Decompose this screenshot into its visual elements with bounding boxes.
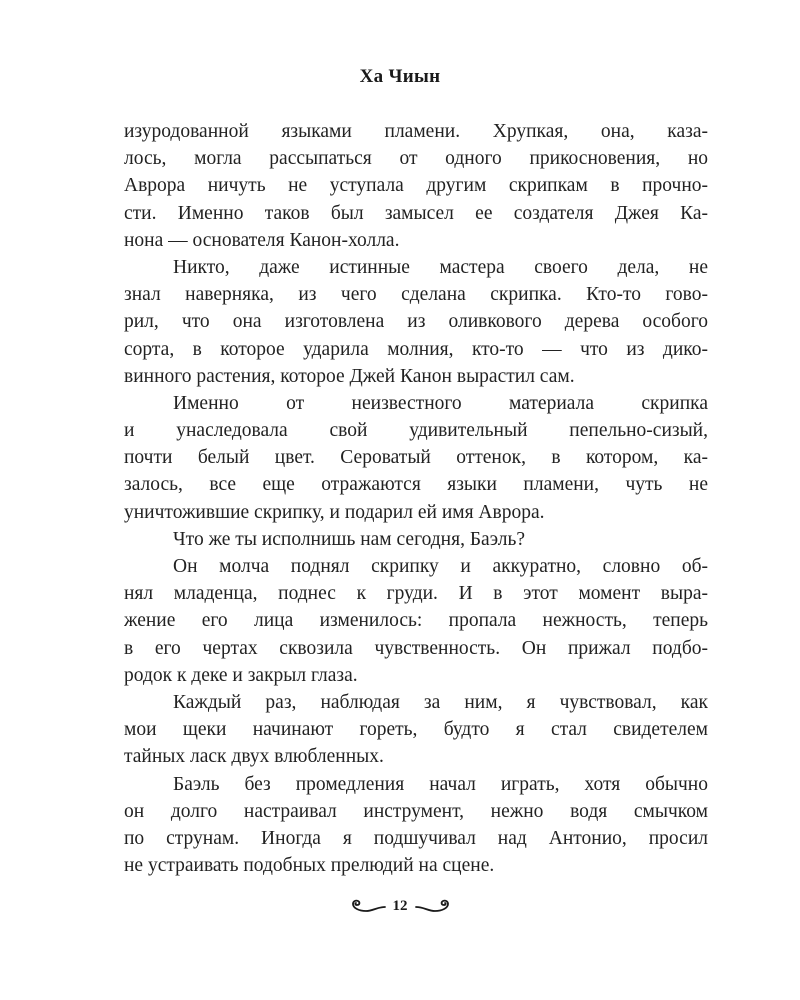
text-line: сорта, в которое ударила молния, кто-то — что из дико- (124, 338, 708, 360)
text-line: в его чертах сквозила чувственность. Он прижал подбо- (124, 637, 708, 659)
text-line: нял младенца, поднес к груди. И в этот момент выра- (124, 583, 708, 605)
text-line: винного растения, которое Джей Канон вырастил сам. (124, 365, 575, 387)
text-line: Каждый раз, наблюдая за ним, я чувствовал, как (173, 691, 708, 713)
text-line: Баэль без промедления начал играть, хотя обычно (173, 773, 708, 795)
body-text (124, 118, 708, 879)
text-line: жение его лица изменилось: пропала нежность, теперь (124, 610, 708, 632)
text-line: по струнам. Иногда я подшучивал над Антонио, просил (124, 827, 708, 849)
text-line: родок к деке и закрыл глаза. (124, 664, 358, 686)
text-line: Именно от неизвестного материала скрипка (173, 392, 708, 414)
page-number: 12 (392, 897, 408, 914)
text-line: Никто, даже истинные мастера своего дела, не (173, 256, 708, 278)
swirl-ornament-right-icon (414, 898, 454, 914)
text-line: тайных ласк двух влюбленных. (124, 746, 384, 768)
text-line: залось, все еще отражаются языки пламени, чуть не (124, 474, 708, 496)
text-line: знал наверняка, из чего сделана скрипка. Кто-то гово- (124, 284, 708, 306)
text-line: почти белый цвет. Сероватый оттенок, в котором, ка- (124, 447, 708, 469)
running-title: Ха Чиын (359, 66, 441, 87)
text-line: лось, могла рассыпаться от одного прикосновения, но (124, 148, 708, 170)
swirl-ornament-left-icon (347, 898, 387, 914)
text-line: и унаследовала свой удивительный пепельно-сизый, (124, 420, 708, 442)
text-line: сти. Именно таков был замысел ее создателя Джея Ка- (124, 202, 708, 224)
text-line: он долго настраивал инструмент, нежно водя смычком (124, 800, 708, 822)
text-line: не устраивать подобных прелюдий на сцене. (124, 855, 495, 877)
text-line: Он молча поднял скрипку и аккуратно, словно об- (173, 556, 708, 577)
page-folio (0, 893, 800, 919)
text-line: Что же ты исполнишь нам сегодня, Баэль? (173, 528, 525, 550)
text-line: уничтожившие скрипку, и подарил ей имя Аврора. (124, 501, 545, 523)
text-line: мои щеки начинают гореть, будто я стал свидетелем (124, 719, 708, 741)
text-line: изуродованной языками пламени. Хрупкая, она, каза- (124, 121, 708, 142)
text-line: нона — основателя Канон-холла. (124, 229, 400, 251)
text-line: рил, что она изготовлена из оливкового дерева особого (124, 311, 708, 333)
text-line: Аврора ничуть не уступала другим скрипкам в прочно- (124, 175, 708, 197)
